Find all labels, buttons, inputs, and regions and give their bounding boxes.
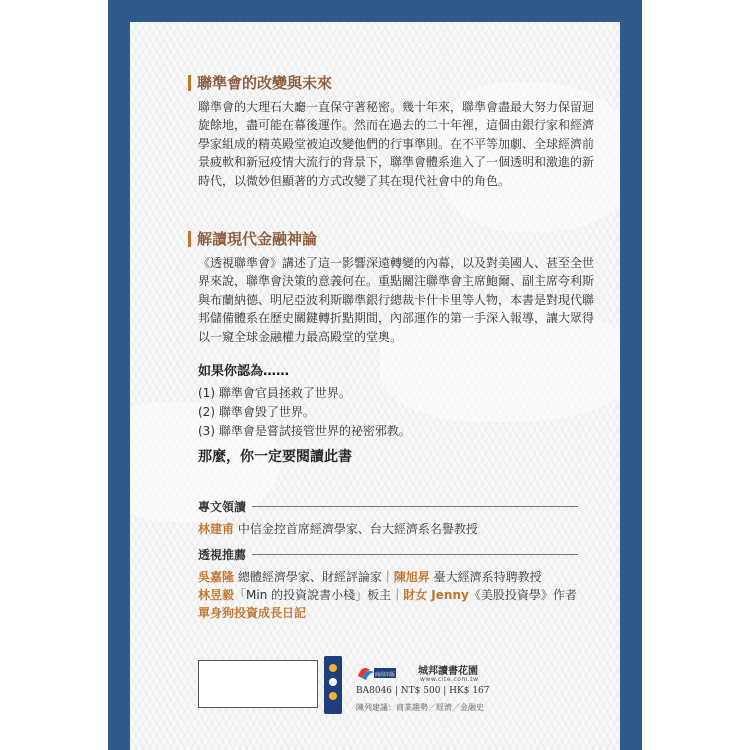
tag-dot-icon — [329, 664, 337, 672]
if-you-lead: 如果你認為…… — [198, 364, 290, 379]
barcode-box — [198, 660, 318, 708]
must-read-line: 那麼，你一定要閱讀此書 — [198, 449, 352, 465]
section-body: 聯準會的大理石大廳一直保守著秘密。幾十年來，聯準會盡最大努力保留迴旋餘地，盡可能在幕後運作。然而在過去的二十年裡，這個由銀行家和經濟學家組成的精英殿堂被迫改變他們的行事準則。在不平等加劇、全球經濟前景疲軟和新冠疫情大流行的背景下，聯準會體系進入了一個透明和激進的新時代，以微妙但顯著的方式改變了其在現代社會中的角色。 — [198, 100, 595, 188]
recommender-name: 林昱毅 — [198, 588, 235, 602]
guide-desc: 中信金控首席經濟學家、台大經濟系名譽教授 — [237, 522, 478, 536]
divider — [252, 506, 578, 507]
recommend-line — [198, 604, 306, 621]
divider — [252, 554, 578, 555]
recommender-desc: 總體經濟學家、財經評論家｜ — [234, 570, 394, 584]
recommender-name: 陳旭昇 — [393, 570, 430, 584]
recommender-name: 財女 Jenny — [403, 588, 469, 602]
guide-name: 林建甫 — [198, 522, 235, 536]
recommend-label: 透視推薦 — [198, 548, 247, 562]
section-title — [188, 72, 332, 93]
tag-dot-icon — [329, 692, 337, 700]
guide-credit — [198, 520, 478, 537]
section-body: 《透視聯準會》講述了這一影響深遠轉變的內幕，以及對美國人、甚至全世界來說，聯準會決策的意義何在。重點關注聯準會主席鮑爾、副主席夸利斯與布蘭納德、明尼亞波利斯聯準銀行總裁卡什卡里等人物，本書是對現代聯邦儲備體系在歷史關鍵轉折點期間，內部運作的第一手深入報導，讓大眾得以一窺全球金融權力最高殿堂的堂奧。 — [198, 256, 595, 344]
publisher-name: 城邦讀書花園 — [418, 666, 478, 677]
recommender-name: 單身狗投資成長日記 — [198, 606, 307, 620]
title-bar-icon — [188, 75, 191, 91]
tag-dot-icon — [329, 678, 337, 686]
guide-label-row — [198, 498, 578, 515]
if-you-item: (1) 聯準會官員拯救了世界。 — [198, 386, 351, 400]
recommend-line — [198, 586, 577, 603]
guide-label: 專文領讀 — [198, 500, 247, 514]
price-line: BA8046 | NT$ 500 | HK$ 167 — [356, 686, 490, 696]
title-bar-icon — [188, 231, 191, 247]
if-you-item: (3) 聯準會是嘗試接管世界的祕密邪教。 — [198, 424, 411, 438]
if-you-item: (2) 聯準會毀了世界。 — [198, 405, 315, 419]
series-tag-icon — [324, 656, 342, 714]
recommend-line — [198, 568, 542, 585]
section-title-text: 解讀現代金融神論 — [197, 230, 318, 248]
section-title — [188, 228, 317, 249]
back-cover-panel — [130, 22, 620, 750]
category-suggestion: 陳列建議：商業趨勢／經濟／金融史 — [356, 703, 484, 712]
publisher-url: www.cite.com.tw — [420, 676, 479, 683]
recommender-desc: 「Min 的投資說書小棧」板主｜ — [234, 588, 404, 602]
recommend-label-row — [198, 546, 578, 563]
recommender-desc: 臺大經濟系特聘教授 — [429, 570, 542, 584]
section-title-text: 聯準會的改變與未來 — [197, 74, 333, 92]
recommender-name: 吳嘉隆 — [198, 570, 235, 584]
logo-text: 商周出版 — [374, 672, 396, 678]
publisher-logo-icon — [356, 662, 398, 682]
recommender-desc: 《美股投資學》作者 — [468, 588, 577, 602]
